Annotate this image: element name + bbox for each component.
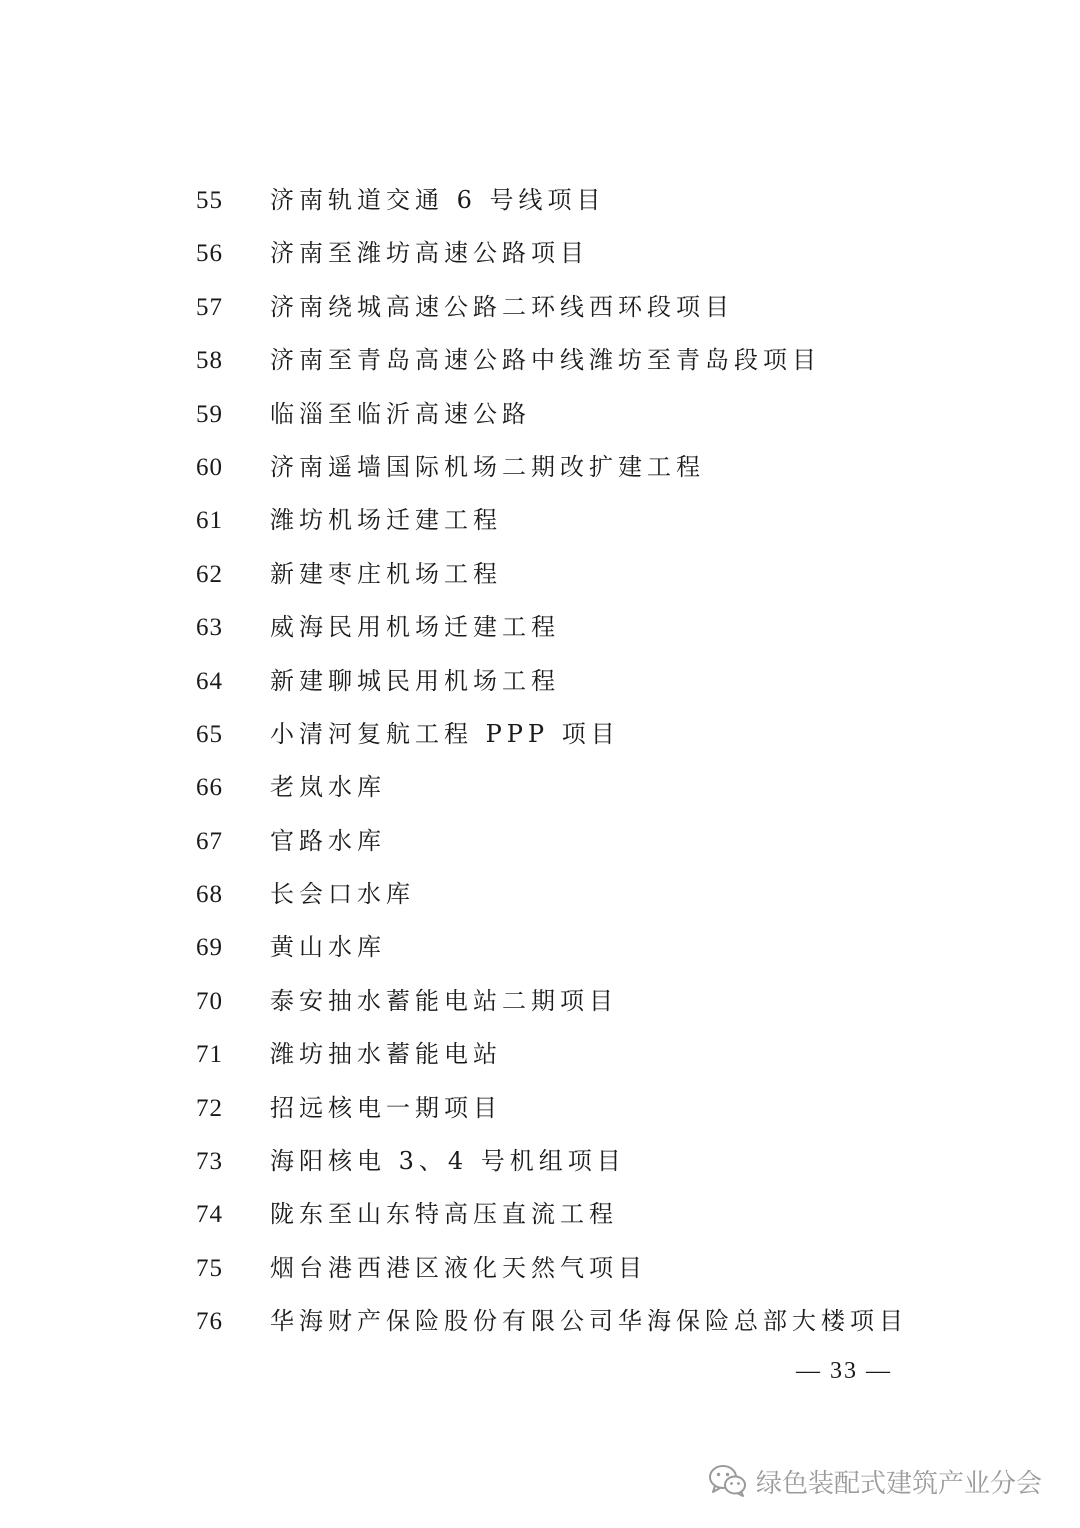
item-number: 64 xyxy=(196,667,223,695)
list-item xyxy=(0,227,1080,280)
list-item xyxy=(0,1028,1080,1081)
item-name: 招远核电一期项目 xyxy=(270,1093,502,1122)
item-name: 济南绕城高速公路二环线西环段项目 xyxy=(270,292,734,321)
list-item xyxy=(0,1295,1080,1348)
item-name: 华海财产保险股份有限公司华海保险总部大楼项目 xyxy=(270,1307,908,1336)
item-number: 58 xyxy=(196,347,223,375)
list-item xyxy=(0,494,1080,547)
list-item xyxy=(0,1188,1080,1241)
item-number: 60 xyxy=(196,453,223,481)
item-number: 66 xyxy=(196,774,223,802)
item-name: 长会口水库 xyxy=(270,880,415,909)
item-name: 威海民用机场迁建工程 xyxy=(270,613,560,642)
item-name: 官路水库 xyxy=(270,826,386,855)
watermark-text: 绿色装配式建筑产业分会 xyxy=(756,1468,1043,1499)
item-number: 74 xyxy=(196,1201,223,1229)
list-item xyxy=(0,388,1080,441)
list-item xyxy=(0,815,1080,868)
list-item xyxy=(0,281,1080,334)
item-name: 济南至潍坊高速公路项目 xyxy=(270,239,589,268)
item-name: 海阳核电 3、4 号机组项目 xyxy=(270,1147,626,1176)
item-name: 陇东至山东特高压直流工程 xyxy=(270,1200,618,1229)
list-item xyxy=(0,334,1080,387)
page-number: — 33 — xyxy=(796,1358,892,1384)
list-item xyxy=(0,708,1080,761)
list-item xyxy=(0,761,1080,814)
item-number: 76 xyxy=(196,1308,223,1336)
item-number: 71 xyxy=(196,1041,223,1069)
list-item xyxy=(0,174,1080,227)
item-name: 济南遥墙国际机场二期改扩建工程 xyxy=(270,452,705,481)
list-item xyxy=(0,655,1080,708)
list-item xyxy=(0,1242,1080,1295)
item-number: 70 xyxy=(196,987,223,1015)
item-name: 济南轨道交通 6 号线项目 xyxy=(270,186,606,214)
item-number: 57 xyxy=(196,293,223,321)
list-item xyxy=(0,601,1080,654)
item-number: 59 xyxy=(196,400,223,428)
item-number: 72 xyxy=(196,1094,223,1122)
item-number: 69 xyxy=(196,934,223,962)
item-name: 新建聊城民用机场工程 xyxy=(270,666,560,695)
wechat-icon xyxy=(708,1463,748,1499)
list-item xyxy=(0,975,1080,1028)
item-name: 烟台港西港区液化天然气项目 xyxy=(270,1253,647,1282)
item-number: 67 xyxy=(196,827,223,855)
list-item xyxy=(0,1135,1080,1188)
item-number: 62 xyxy=(196,560,223,588)
list-item xyxy=(0,921,1080,974)
item-name: 黄山水库 xyxy=(270,933,386,962)
item-number: 63 xyxy=(196,614,223,642)
item-number: 68 xyxy=(196,881,223,909)
item-name: 新建枣庄机场工程 xyxy=(270,559,502,588)
item-name: 老岚水库 xyxy=(270,773,386,802)
item-number: 75 xyxy=(196,1254,223,1282)
list-item xyxy=(0,868,1080,921)
item-name: 临淄至临沂高速公路 xyxy=(270,399,531,428)
list-item xyxy=(0,548,1080,601)
item-number: 56 xyxy=(196,240,223,268)
item-name: 济南至青岛高速公路中线潍坊至青岛段项目 xyxy=(270,346,821,375)
item-number: 65 xyxy=(196,720,223,748)
list-item xyxy=(0,441,1080,494)
watermark xyxy=(708,1456,1042,1506)
item-number: 55 xyxy=(196,187,223,214)
item-name: 潍坊抽水蓄能电站 xyxy=(270,1040,502,1069)
item-name: 泰安抽水蓄能电站二期项目 xyxy=(270,986,618,1015)
project-list xyxy=(0,174,1080,1349)
list-item xyxy=(0,1082,1080,1135)
item-name: 潍坊机场迁建工程 xyxy=(270,506,502,535)
item-name: 小清河复航工程 PPP 项目 xyxy=(270,719,620,748)
item-number: 73 xyxy=(196,1148,223,1176)
item-number: 61 xyxy=(196,507,223,535)
